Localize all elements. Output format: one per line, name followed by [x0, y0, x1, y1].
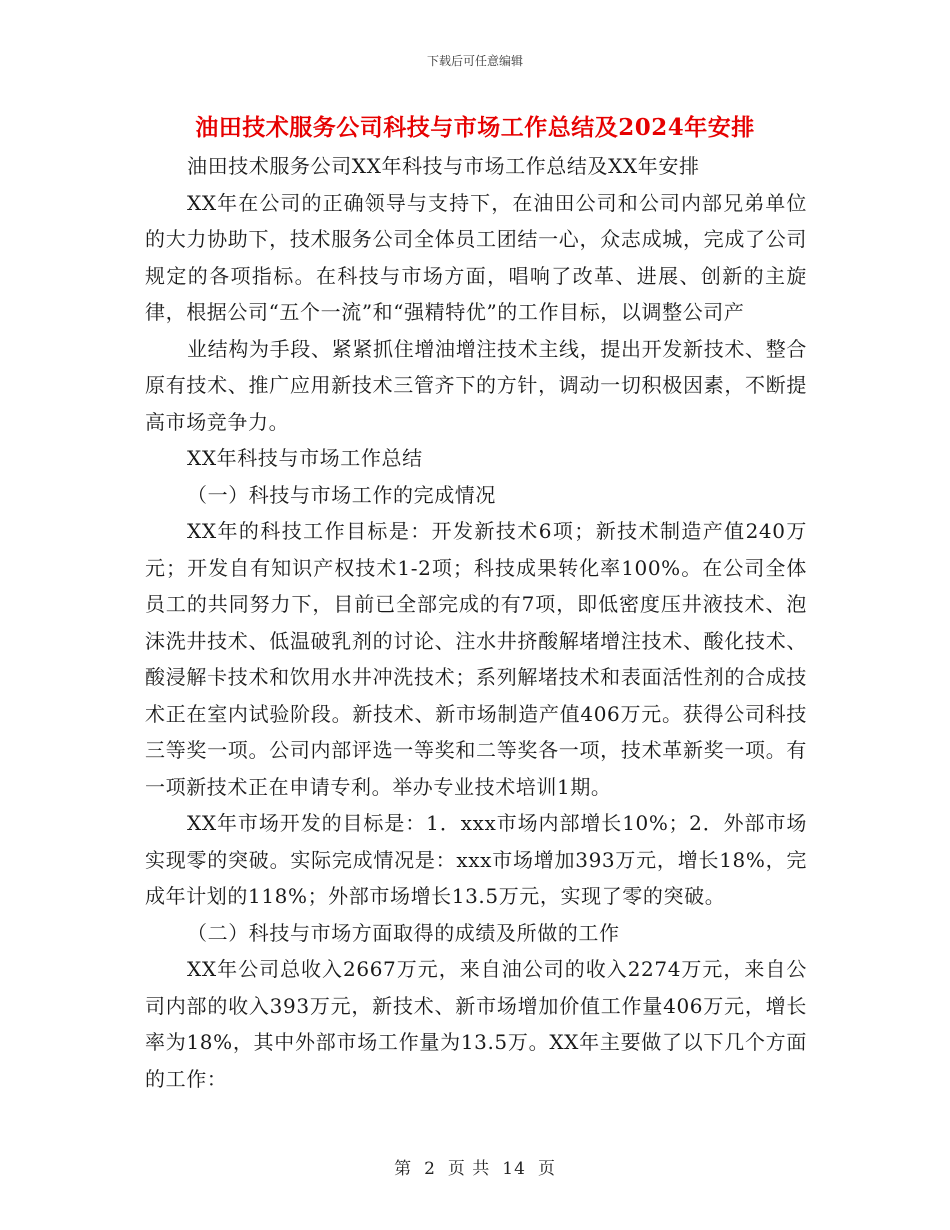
page-header-note: 下载后可任意编辑: [426, 54, 523, 68]
document-body: [145, 148, 807, 1097]
subtitle-paragraph: 油田技术服务公司XX年科技与市场工作总结及XX年安排: [187, 154, 700, 178]
intro-continued-paragraph: 业结构为手段、紧紧抓住增油增注技术主线，提出开发新技术、整合原有技术、推广应用新技术三管齐下的方针，调动一切积极因素，不断提高市场竞争力。: [145, 336, 807, 434]
footer-current-page: 2: [424, 1159, 436, 1179]
intro-paragraph: XX年在公司的正确领导与支持下，在油田公司和公司内部兄弟单位的大力协助下，技术服务公司全体员工团结一心，众志成城，完成了公司规定的各项指标。在科技与市场方面，唱响了改革、进展、创新的主旋律，根据公司“五个一流”和“强精特优”的工作目标，以调整公司产: [145, 190, 807, 324]
page-footer: [0, 1154, 950, 1179]
revenue-paragraph: XX年公司总收入2667万元，来自油公司的收入2274万元，来自公司内部的收入393万元，新技术、新市场增加价值工作量406万元，增长率为18%，其中外部市场工作量为13.5万。XX年主要做了以下几个方面的工作：: [145, 957, 807, 1091]
market-goals-paragraph: XX年市场开发的目标是：1．xxx市场内部增长10%；2．外部市场实现零的突破。实际完成情况是：xxx市场增加393万元，增长18%，完成年计划的118%；外部市场增长13.5万元，实现了零的突破。: [145, 811, 807, 908]
subsection-heading-1: （一）科技与市场工作的完成情况: [187, 482, 496, 507]
footer-total-pages: 14: [502, 1159, 526, 1179]
section-heading: XX年科技与市场工作总结: [187, 446, 423, 470]
document-title: 油田技术服务公司科技与市场工作总结及2024年安排: [195, 114, 755, 141]
footer-prefix: 第: [394, 1159, 413, 1179]
footer-suffix: 页: [537, 1159, 556, 1179]
tech-goals-paragraph: XX年的科技工作目标是：开发新技术6项；新技术制造产值240万元；开发自有知识产权技术1-2项；科技成果转化率100%。在公司全体员工的共同努力下，目前已全部完成的有7项，即低密度压井液技术、泡沫洗井技术、低温破乳剂的讨论、注水井挤酸解堵增注技术、酸化技术、酸浸解卡技术和饮用水井冲洗技术；系列解堵技术和表面活性剂的合成技术正在室内试验阶段。新技术、新市场制造产值406万元。获得公司科技三等奖一项。公司内部评选一等奖和二等奖各一项，技术革新奖一项。有一项新技术正在申请专利。举办专业技术培训1期。: [145, 519, 807, 799]
footer-middle: 页 共: [447, 1159, 491, 1179]
subsection-heading-2: （二）科技与市场方面取得的成绩及所做的工作: [187, 920, 620, 945]
